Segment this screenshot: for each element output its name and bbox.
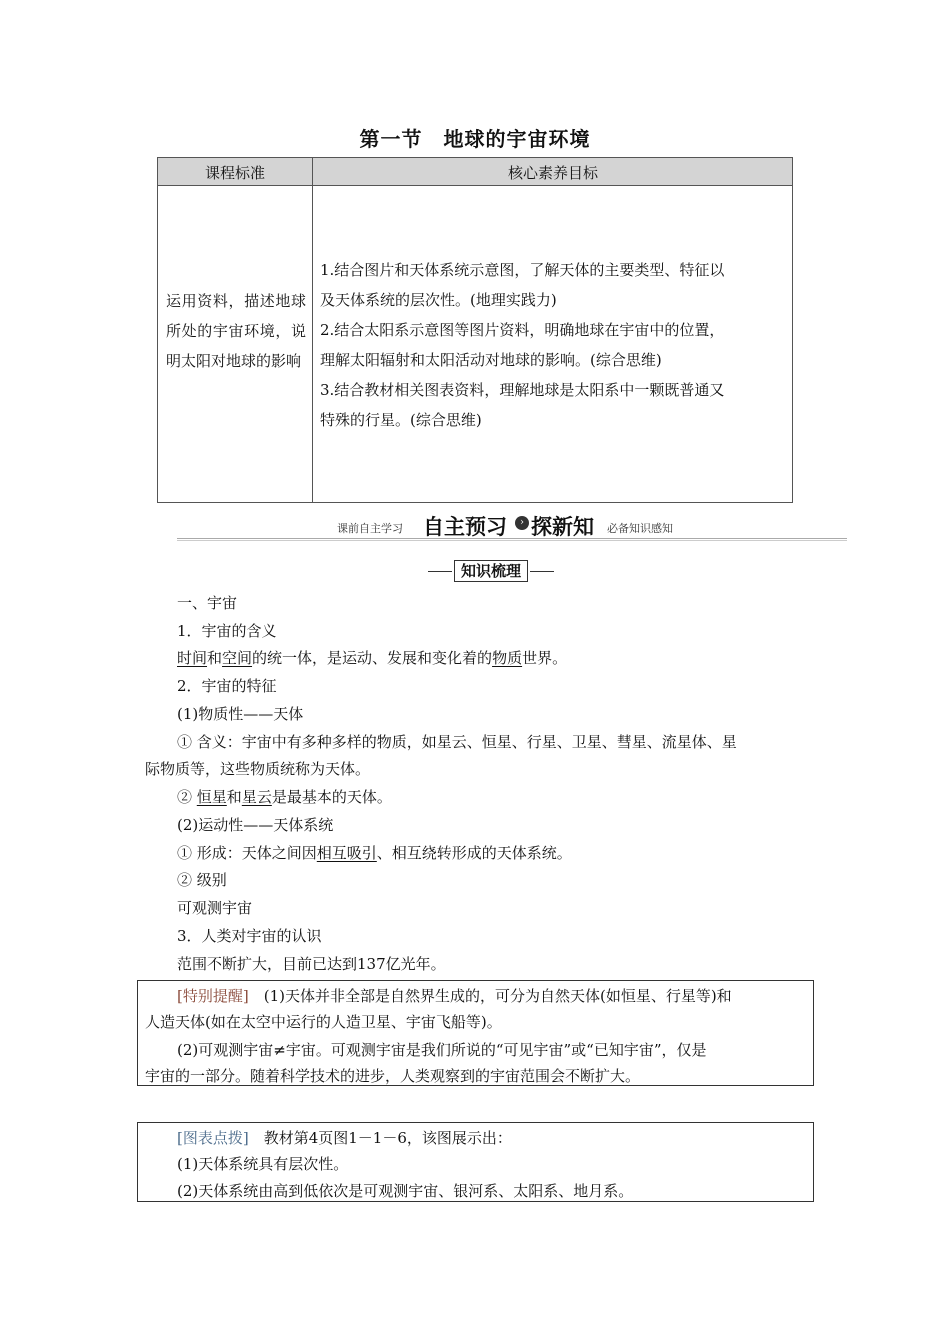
sub-heading: 3．人类对宇宙的认识: [177, 927, 322, 945]
paragraph: ① 含义：宇宙中有多种多样的物质，如星云、恒星、行星、卫星、彗星、流星体、星: [177, 733, 737, 751]
header-core-literacy: 核心素养目标: [507, 164, 598, 182]
answer-blank: 相互吸引: [316, 844, 377, 862]
answer-blank: 时间: [177, 649, 208, 667]
goal-line: 理解太阳辐射和太阳活动对地球的影响。(综合思维): [320, 351, 662, 369]
goal-line: 1.结合图片和天体系统示意图，了解天体的主要类型、特征以: [320, 261, 725, 279]
reminder-line: 人造天体(如在太空中运行的人造卫星、宇宙飞船等)。: [145, 1013, 502, 1031]
header-course-standard: 课程标准: [204, 164, 265, 182]
page-title: 第一节 地球的宇宙环境: [359, 127, 591, 151]
paragraph: ① 形成：天体之间因相互吸引、相互绕转形成的天体系统。: [177, 844, 572, 862]
banner-arrow-icon: ›: [515, 516, 529, 530]
column-divider: [312, 158, 313, 502]
sub-heading: 2．宇宙的特征: [177, 677, 277, 695]
banner-big-right: 探新知: [531, 515, 594, 539]
core-literacy-goals: [320, 255, 786, 435]
banner-right-small: 必备知识感知: [607, 522, 673, 535]
section-banner: [177, 511, 847, 541]
paragraph: 范围不断扩大，目前已达到137亿光年。: [177, 955, 446, 973]
reminder-tag: [特别提醒]: [177, 987, 249, 1005]
banner-big-left: 自主预习: [423, 515, 507, 539]
tips-line: (2)天体系统由高到低依次是可观测宇宙、银河系、太阳系、地月系。: [177, 1182, 634, 1200]
sub-heading: (2)运动性——天体系统: [177, 816, 334, 834]
sub-heading: 1．宇宙的含义: [177, 622, 277, 640]
banner-underline: [177, 538, 847, 541]
tips-tag: [图表点拨]: [177, 1129, 249, 1147]
label-line-right: [530, 571, 554, 572]
label-line-left: [428, 571, 452, 572]
heading-universe: 一、宇宙: [177, 594, 238, 612]
section-label: 知识梳理: [454, 560, 528, 582]
reminder-line: [特别提醒] (1)天体并非全部是自然界生成的，可分为自然天体(如恒星、行星等)和: [177, 987, 732, 1005]
banner-left-small: 课前自主学习: [337, 522, 403, 535]
tips-line: (1)天体系统具有层次性。: [177, 1155, 349, 1173]
answer-blank: 恒星: [196, 788, 227, 806]
goal-line: 3.结合教材相关图表资料，理解地球是太阳系中一颗既普通又: [320, 381, 725, 399]
paragraph: 际物质等，这些物质统称为天体。: [145, 760, 371, 778]
answer-blank: 物质: [492, 649, 523, 667]
chart-tips-box: [137, 1122, 814, 1202]
table-header-row: [158, 158, 792, 186]
sub-heading: (1)物质性——天体: [177, 705, 304, 723]
answer-blank: 星云: [241, 788, 272, 806]
goal-line: 及天体系统的层次性。(地理实践力): [320, 291, 557, 309]
goal-line: 2.结合太阳系示意图等图片资料，明确地球在宇宙中的位置，: [320, 321, 725, 339]
goal-line: 特殊的行星。(综合思维): [320, 411, 482, 429]
answer-blank: 空间: [222, 649, 253, 667]
paragraph: 时间和空间的统一体，是运动、发展和变化着的物质世界。: [177, 649, 568, 667]
standards-table: [157, 157, 793, 503]
paragraph: 可观测宇宙: [177, 899, 253, 917]
section-label-box: [428, 560, 554, 582]
reminder-line: 宇宙的一部分。随着科学技术的进步，人类观察到的宇宙范围会不断扩大。: [145, 1067, 641, 1085]
course-standard-text: 运用资料，描述地球所处的宇宙环境，说明太阳对地球的影响: [166, 292, 306, 370]
paragraph: ② 恒星和星云是最基本的天体。: [177, 788, 392, 806]
reminder-line: (2)可观测宇宙≠宇宙。可观测宇宙是我们所说的“可见宇宙”或“已知宇宙”，仅是: [177, 1041, 707, 1059]
special-reminder-box: [137, 980, 814, 1086]
paragraph: ② 级别: [177, 871, 227, 889]
tips-line: [图表点拨] 教材第4页图1－1－6，该图展示出：: [177, 1129, 512, 1147]
